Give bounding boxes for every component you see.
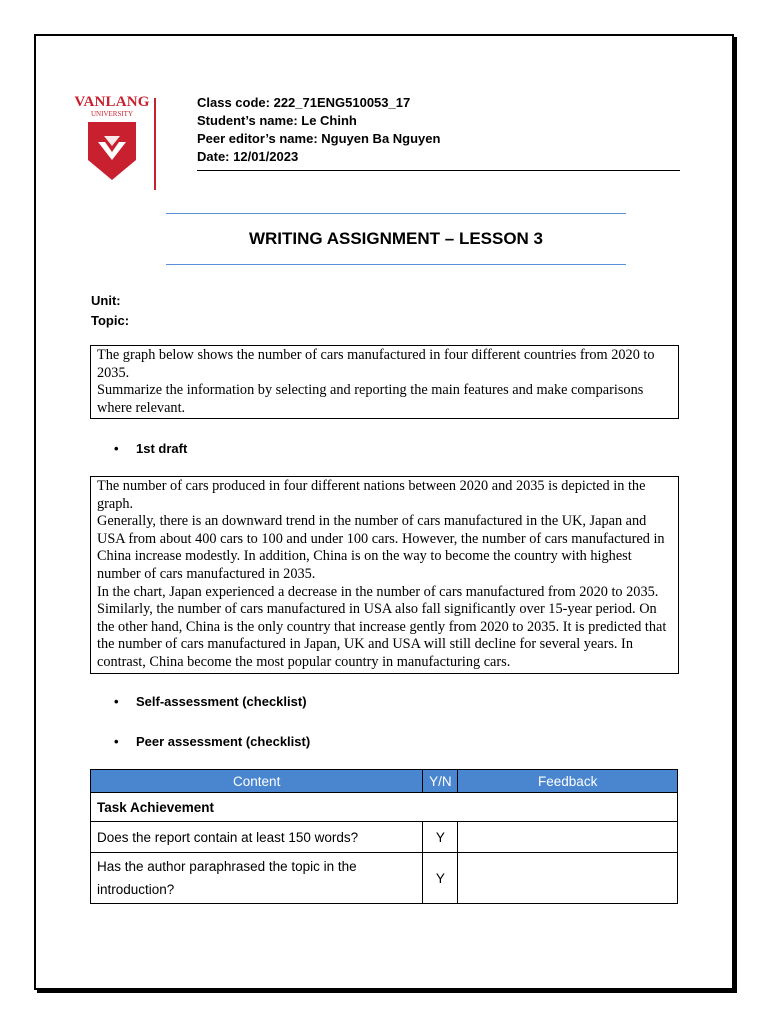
draft-paragraph: In the chart, Japan experienced a decrease in the number of cars manufactured from 2020 to 2035. Similarly, the number of cars manufactured in USA also fall significantly over 15-year period. On the other hand, China is the only country that increase gently from 2020 to 2035. It is predicted that the number of cars manufactured in Japan, UK and USA will still decline for several years. In contrast, China become the most popular country in manufacturing cars.: [97, 583, 667, 670]
section-title: Task Achievement: [91, 793, 678, 822]
prompt-line: The graph below shows the number of cars manufactured in four different countries from 2020 to 2035.: [97, 347, 655, 381]
self-assessment-label: Self-assessment (checklist): [136, 694, 307, 709]
header-content: Content: [91, 770, 423, 793]
unit-topic-block: [91, 291, 129, 331]
feedback-cell[interactable]: [458, 822, 678, 853]
bullet-icon: •: [114, 694, 119, 709]
header-info: [197, 94, 440, 166]
section-row: [91, 793, 678, 822]
table-row: [91, 853, 678, 904]
peer-assessment-label: Peer assessment (checklist): [136, 734, 311, 749]
peer-editor-name: Peer editor’s name: Nguyen Ba Nguyen: [197, 131, 441, 146]
draft-box: [90, 476, 679, 674]
header-feedback: Feedback: [458, 770, 678, 793]
feedback-cell[interactable]: [458, 853, 678, 904]
bullet-icon: •: [114, 734, 119, 749]
answer-cell: Y: [423, 853, 458, 904]
table-row: [91, 822, 678, 853]
bullet-icon: •: [114, 441, 119, 456]
header-yn: Y/N: [423, 770, 458, 793]
table-header-row: [91, 770, 678, 793]
topic-label: Topic:: [91, 313, 130, 328]
class-code: Class code: 222_71ENG510053_17: [197, 95, 411, 110]
logo-divider: [154, 98, 156, 190]
header-divider: [197, 170, 680, 171]
draft-bullet: [114, 441, 187, 456]
answer-cell: Y: [423, 822, 458, 853]
unit-label: Unit:: [91, 293, 121, 308]
draft-label: 1st draft: [136, 441, 188, 456]
question-cell: Does the report contain at least 150 words?: [91, 822, 423, 853]
page-title: WRITING ASSIGNMENT – LESSON 3: [248, 229, 544, 248]
peer-assessment-bullet: [114, 734, 310, 749]
checklist-table: [90, 769, 678, 904]
logo-subtitle: UNIVERSITY: [91, 110, 133, 118]
prompt-line: Summarize the information by selecting and reporting the main features and make comparisons where relevant.: [97, 382, 644, 416]
prompt-box: [90, 345, 679, 419]
self-assessment-bullet: [114, 694, 307, 709]
draft-paragraph: The number of cars produced in four different nations between 2020 and 2035 is depicted in the graph.: [97, 478, 646, 512]
title-rule-bottom: [166, 264, 626, 265]
title-rule-top: [166, 213, 626, 214]
date: Date: 12/01/2023: [197, 149, 299, 164]
question-cell: Has the author paraphrased the topic in the introduction?: [91, 853, 423, 904]
shield-icon: [86, 120, 138, 182]
logo-title: VANLANG: [74, 94, 150, 110]
draft-paragraph: Generally, there is an downward trend in the number of cars manufactured in the UK, Japan and USA from about 400 cars to 100 and under 100 cars. However, the number of cars manufactured in China increase modestly. In addition, China is on the way to become the country with highest number of cars manufactured in 2035.: [97, 513, 665, 582]
student-name: Student’s name: Le Chinh: [197, 113, 357, 128]
